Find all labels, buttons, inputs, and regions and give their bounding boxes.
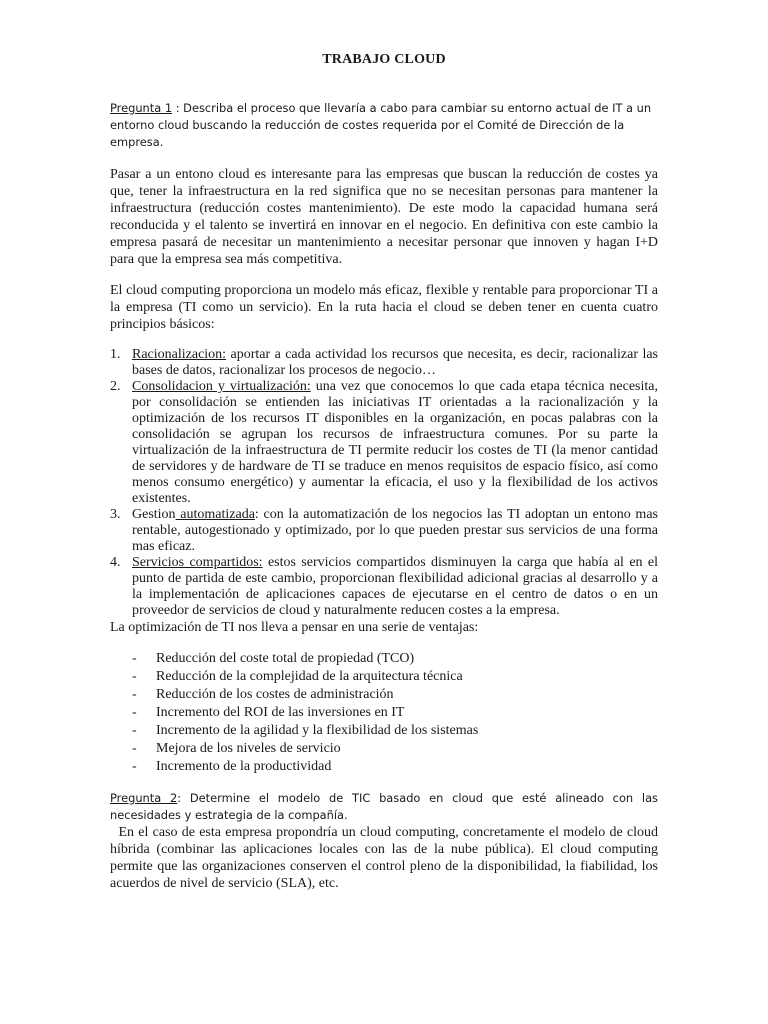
advantage-item <box>110 668 658 686</box>
principle-item <box>110 347 658 379</box>
principle-number: 2. <box>110 379 121 394</box>
paragraph-1: Pasar a un entono cloud es interesante para las empresas que buscan la reducción de costes ya que, tener la infraestructura en la red significa que no se necesitan personas para mantener la infraestructura (reducción costes mantenimiento). De este modo la capacidad humana será reconducida y el talento se invertirá en innovar en el negocio. En definitiva con este cambio la empresa pasará de necesitar un mantenimiento a necesitar personar que innoven y hagan I+D para que la empresa sea más competitiva. <box>110 167 658 267</box>
dash-marker: - <box>132 723 137 738</box>
dash-marker: - <box>132 687 137 702</box>
advantage-text: Reducción de la complejidad de la arquitectura técnica <box>156 669 463 684</box>
principle-item <box>110 507 658 555</box>
advantage-text: Reducción de los costes de administración <box>156 687 394 702</box>
dash-marker: - <box>132 669 137 684</box>
advantage-item <box>110 758 658 776</box>
principle-item <box>110 379 658 507</box>
principle-item <box>110 555 658 619</box>
dash-marker: - <box>132 741 137 756</box>
principle-text: una vez que conocemos lo que cada etapa técnica necesita, por consolidación se entienden las iniciativas IT orientadas a la racionalización y la optimización de los recursos IT disponibles en la organización, en pocas palabras con la consolidación se agrupan los recursos de infraestructura comunes. Por su parte la virtualización de la infraestructura de TI permite reducir los costes de TI (la menor cantidad de servidores y de hardware de TI se traduce en menos requisitos de espacio físico, así como menos consumo energético) y aumentar la eficacia, el uso y la flexibilidad de los activos existentes. <box>132 379 658 506</box>
advantage-text: Incremento del ROI de las inversiones en IT <box>156 705 405 720</box>
principle-term: Racionalizacion: <box>132 347 227 362</box>
advantage-item <box>110 650 658 668</box>
question-2-text: : Determine el modelo de TIC basado en cloud que esté alineado con las necesidades y estrategia de la compañía. <box>110 791 658 822</box>
dash-marker: - <box>132 705 137 720</box>
question-1-text: : Describa el proceso que llevaría a cabo para cambiar su entorno actual de IT a un entorno cloud buscando la reducción de costes requerida por el Comité de Dirección de la empresa. <box>110 101 652 149</box>
question-1 <box>110 100 658 151</box>
principle-term: automatizada <box>175 507 255 522</box>
advantages-list <box>110 650 658 776</box>
paragraph-2: El cloud computing proporciona un modelo más eficaz, flexible y rentable para proporcionar TI a la empresa (TI como un servicio). En la ruta hacia el cloud se deben tener en cuenta cuatro principios básicos: <box>110 283 658 332</box>
question-2-label: Pregunta 2 <box>110 791 178 805</box>
advantage-text: Reducción del coste total de propiedad (TCO) <box>156 651 415 666</box>
principle-text: : con la automatización de los negocios las TI adoptan un entono mas rentable, autogestionado y optimizado, por lo que pueden prestar sus servicios de una forma mas eficaz. <box>132 507 658 554</box>
principle-number: 3. <box>110 507 121 522</box>
advantage-item <box>110 686 658 704</box>
principles-list <box>110 347 658 619</box>
advantage-item <box>110 740 658 758</box>
advantage-text: Mejora de los niveles de servicio <box>156 741 341 756</box>
advantage-item <box>110 722 658 740</box>
principle-number: 4. <box>110 555 121 570</box>
question-2 <box>110 790 658 824</box>
dash-marker: - <box>132 651 137 666</box>
advantage-text: Incremento de la productividad <box>156 759 332 774</box>
advantage-text: Incremento de la agilidad y la flexibilidad de los sistemas <box>156 723 479 738</box>
question-1-label: Pregunta 1 <box>110 101 173 115</box>
principle-term: Servicios compartidos: <box>132 555 263 570</box>
principle-term: Consolidacion y virtualización: <box>132 379 311 394</box>
principle-text: estos servicios compartidos disminuyen la carga que había al en el punto de partida de este cambio, proporcionan flexibilidad adicional gracias al desarrollo y a la implementación de aplicaciones capaces de ejecutarse en el centro de datos o en un proveedor de servicios de cloud y naturalmente reducen costes a la empresa. <box>132 555 658 618</box>
paragraph-4: En el caso de esta empresa propondría un cloud computing, concretamente el modelo de cloud híbrida (combinar las aplicaciones locales con las de la nube pública). El cloud computing permite que las organizaciones conserven el control pleno de la disponibilidad, la fiabilidad, los acuerdos de nivel de servicio (SLA), etc. <box>110 825 662 891</box>
principle-pre: Gestion <box>132 507 176 522</box>
document-title: TRABAJO CLOUD <box>322 52 446 67</box>
paragraph-3: La optimización de TI nos lleva a pensar en una serie de ventajas: <box>110 620 479 635</box>
principle-number: 1. <box>110 347 121 362</box>
principle-text: aportar a cada actividad los recursos que necesita, es decir, racionalizar las bases de datos, racionalizar los procesos de negocio… <box>132 347 658 378</box>
document-body <box>110 100 662 892</box>
dash-marker: - <box>132 759 137 774</box>
advantage-item <box>110 704 658 722</box>
